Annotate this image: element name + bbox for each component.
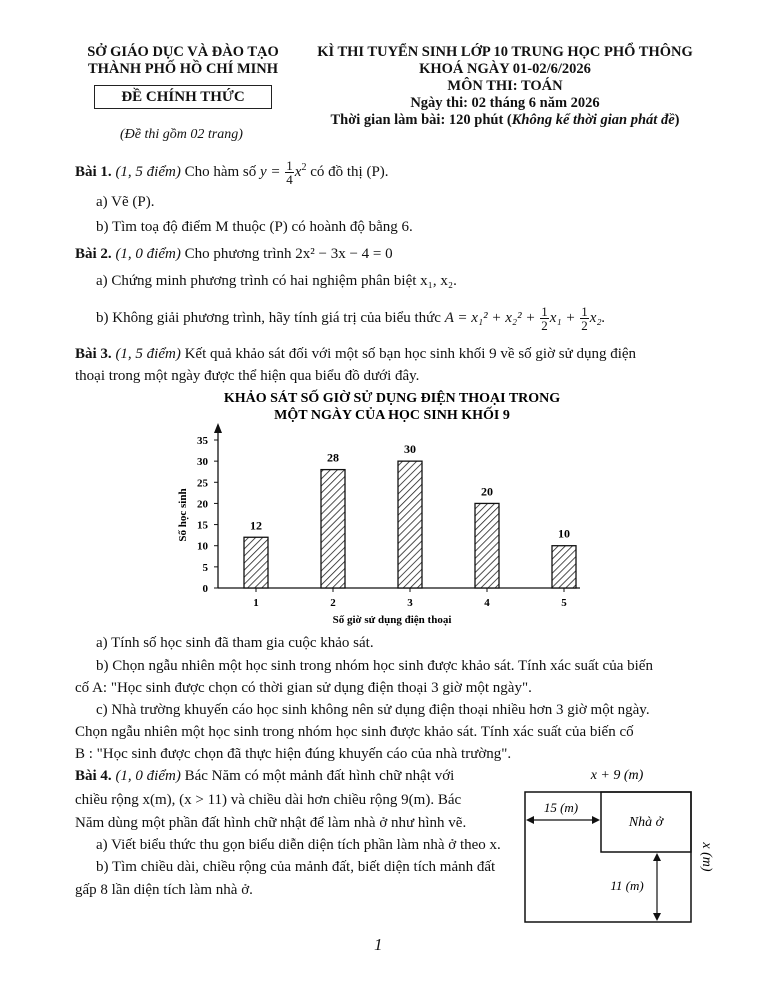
- bai4-statement: Bài 4. (1, 0 điểm) Bác Năm có một mảnh đất hình chữ nhật với: [75, 768, 455, 784]
- y-tick-label: 25: [197, 477, 208, 490]
- house-label: Nhà ở: [628, 815, 664, 830]
- pages-note: (Đề thi gồm 02 trang): [120, 127, 243, 142]
- bai3-statement-line2: thoại trong một ngày được thể hiện qua biểu đồ dưới đây.: [75, 368, 420, 384]
- land-diagram: [515, 762, 720, 932]
- data-label: 28: [327, 450, 339, 465]
- issuer-line-2: THÀNH PHỐ HỒ CHÍ MINH: [87, 61, 279, 77]
- land-width-label: x (m): [699, 842, 714, 872]
- bai3-item-c-line2: Chọn ngẫu nhiên một học sinh trong nhóm học sinh được khảo sát. Tính xác suất của biến cố: [75, 724, 634, 740]
- house-offset-label: 15 (m): [543, 800, 579, 815]
- data-label: 12: [250, 518, 262, 533]
- y-tick-label: 20: [197, 498, 208, 511]
- survey-bar-chart: [160, 385, 600, 630]
- bar-1: [244, 537, 268, 588]
- bar-4: [475, 503, 499, 588]
- bai4-statement-line3: Năm dùng một phần đất hình chữ nhật để làm nhà ở như hình vẽ.: [75, 815, 467, 831]
- bai3-item-b-line2: cố A: "Học sinh được chọn có thời gian sử dụng điện thoại 3 giờ một ngày".: [75, 680, 532, 696]
- bai4-item-b: b) Tìm chiều dài, chiều rộng của mảnh đất, biết diện tích mảnh đất: [96, 859, 496, 875]
- bai3-item-a: a) Tính số học sinh đã tham gia cuộc khảo sát.: [96, 635, 374, 651]
- bar-5: [552, 546, 576, 588]
- bai3-item-c: c) Nhà trường khuyến cáo học sinh không nên sử dụng điện thoại nhiều hơn 3 giờ một ngày.: [96, 702, 650, 718]
- y-tick-label: 15: [197, 519, 208, 532]
- duration-note: Không kể thời gian phát đề: [511, 112, 675, 128]
- bai3-item-b: b) Chọn ngẫu nhiên một học sinh trong nhóm học sinh được khảo sát. Tính xác suất của biến: [96, 658, 653, 674]
- chart-title-line-1: KHẢO SÁT SỐ GIỜ SỬ DỤNG ĐIỆN THOẠI TRONG: [223, 391, 561, 406]
- bai4-item-b-line2: gấp 8 lần diện tích làm nhà ở.: [75, 882, 253, 898]
- chart-title-line-2: MỘT NGÀY CỦA HỌC SINH KHỐI 9: [274, 408, 510, 423]
- y-tick-label: 0: [202, 583, 208, 595]
- data-label: 30: [404, 442, 416, 457]
- arrow-head-left: [526, 816, 534, 824]
- fraction-half-2: $\frac{1}{2}$: [581, 304, 588, 333]
- bar-3: [398, 461, 422, 588]
- bai4-item-a: a) Viết biểu thức thu gọn biểu diễn diện tích phần làm nhà ở theo x.: [96, 837, 501, 853]
- fraction-one-quarter: $\frac{1}{4}$: [286, 158, 293, 188]
- x-tick-label: 4: [484, 597, 490, 609]
- x-tick-label: 1: [253, 597, 259, 609]
- bai2-statement: Bài 2. (1, 0 điểm) Cho phương trình 2x² − 3x − 4 = 0: [75, 246, 393, 262]
- bai2-item-a: a) Chứng minh phương trình có hai nghiệm phân biệt x₁, x₂.: [96, 273, 457, 289]
- exam-duration: Thời gian làm bài: 120 phút (Không kể thời gian phát đề): [330, 112, 680, 128]
- y-tick-label: 30: [197, 456, 208, 469]
- bai1-statement: Bài 1. (1, 5 điểm) Cho hàm số y = $\frac{1}{4}$ $x^2$ có đồ thị (P).: [75, 158, 389, 188]
- exam-title: KÌ THI TUYỂN SINH LỚP 10 TRUNG HỌC PHỔ THÔNG: [317, 44, 693, 60]
- y-axis-arrow: [214, 423, 222, 433]
- official-label: ĐỀ CHÍNH THỨC: [94, 85, 272, 109]
- data-label: 20: [481, 484, 493, 499]
- exam-subject: MÔN THI: TOÁN: [447, 78, 563, 94]
- bai1-item-b: b) Tìm toạ độ điểm M thuộc (P) có hoành độ bằng 6.: [96, 219, 413, 235]
- exam-date: Ngày thi: 02 tháng 6 năm 2026: [410, 95, 600, 111]
- land-length-label: x + 9 (m): [590, 768, 644, 783]
- arrow-head-down: [653, 913, 661, 921]
- x-tick-label: 3: [407, 597, 413, 609]
- bai3-item-c-line3: B : "Học sinh được chọn đã thực hiện đúng khuyến cáo của nhà trường".: [75, 746, 512, 762]
- y-axis-label: Số học sinh: [177, 488, 189, 542]
- bai3-statement: Bài 3. (1, 5 điểm) Kết quả khảo sát đối với một số bạn học sinh khối 9 về số giờ sử dụng điện: [75, 346, 637, 362]
- bar-2: [321, 470, 345, 588]
- exam-session: KHOÁ NGÀY 01-02/6/2026: [419, 61, 591, 77]
- page-number: 1: [374, 935, 383, 954]
- data-label: 10: [558, 526, 570, 541]
- bai4-statement-line2: chiều rộng x(m), (x > 11) và chiều dài hơn chiều rộng 9(m). Bác: [75, 792, 462, 808]
- arrow-head-right: [592, 816, 600, 824]
- y-tick-label: 35: [197, 435, 208, 447]
- arrow-head-up: [653, 853, 661, 861]
- x-tick-label: 5: [561, 597, 567, 609]
- y-tick-label: 10: [197, 540, 208, 553]
- bai1-item-a: a) Vẽ (P).: [96, 194, 155, 210]
- issuer-line-1: SỞ GIÁO DỤC VÀ ĐÀO TẠO: [87, 44, 279, 60]
- fraction-half-1: $\frac{1}{2}$: [541, 304, 548, 333]
- bai2-item-b: b) Không giải phương trình, hãy tính giá trị của biểu thức A = x₁² + x₂² + $\frac{1}{2}$ x₁ + $\frac{1}{2}$ x₂.: [96, 304, 606, 333]
- x-axis-label: Số giờ sử dụng điện thoại: [332, 614, 452, 626]
- bottom-gap-label: 11 (m): [610, 878, 644, 893]
- y-tick-label: 5: [202, 561, 208, 574]
- x-tick-label: 2: [330, 597, 336, 609]
